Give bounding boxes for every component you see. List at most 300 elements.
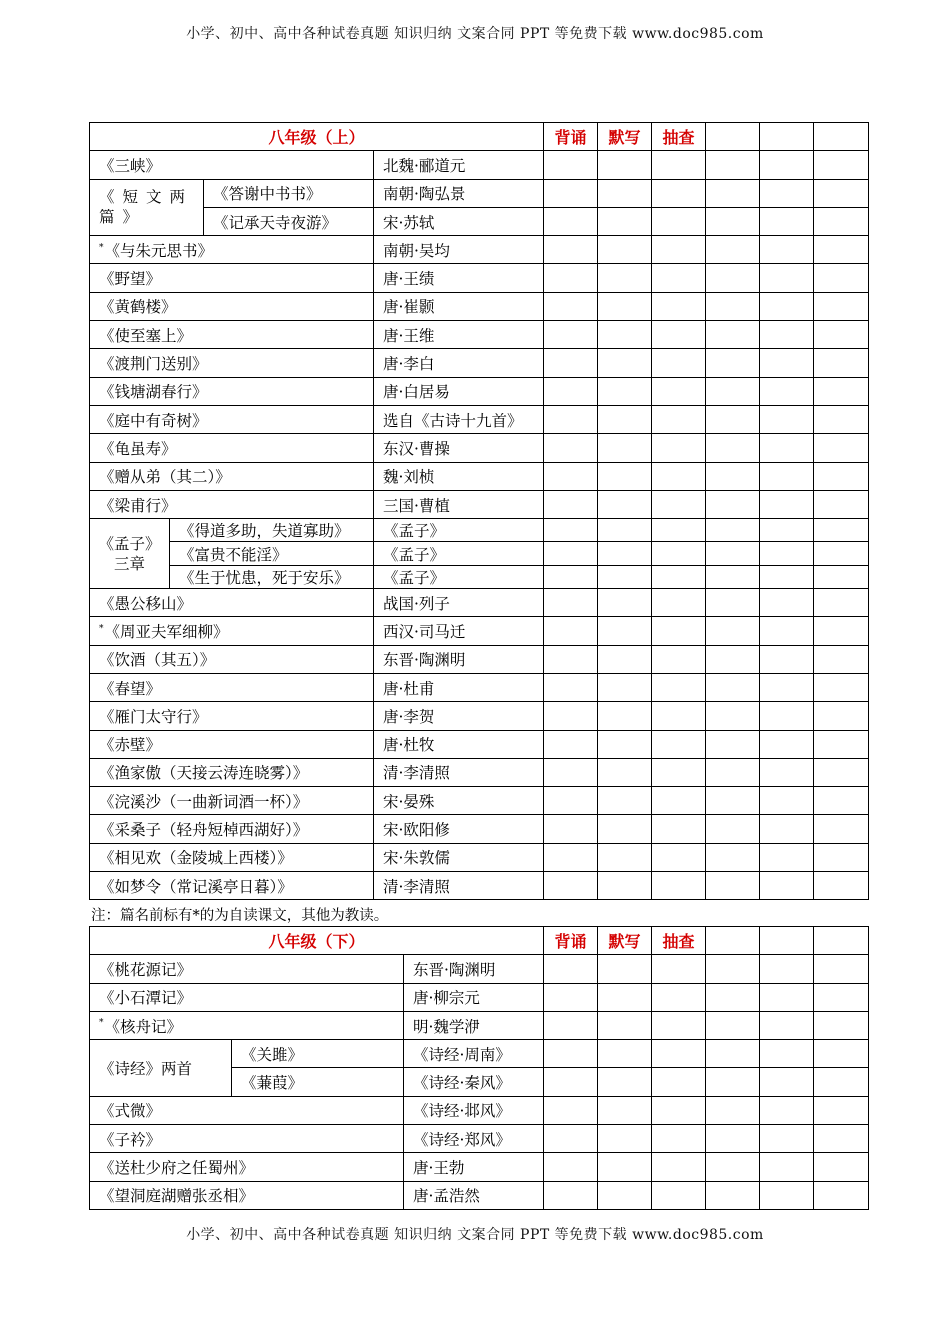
text-title: 《如梦令（常记溪亭日暮）》	[90, 872, 374, 900]
record-cell[interactable]	[760, 617, 814, 645]
record-cell[interactable]	[652, 542, 706, 565]
record-cell[interactable]	[760, 927, 814, 955]
record-cell[interactable]	[652, 377, 706, 405]
record-cell[interactable]	[544, 236, 598, 264]
record-cell[interactable]	[760, 758, 814, 786]
record-cell[interactable]	[544, 1040, 598, 1068]
record-cell[interactable]	[544, 589, 598, 617]
record-cell[interactable]	[544, 207, 598, 235]
text-author: 唐·白居易	[374, 377, 544, 405]
record-cell[interactable]	[652, 179, 706, 207]
text-author: 《孟子》	[374, 565, 544, 588]
record-cell[interactable]	[760, 377, 814, 405]
text-title: 《核舟记》	[104, 1017, 183, 1036]
record-cell[interactable]	[706, 123, 760, 151]
text-author: 魏·刘桢	[374, 462, 544, 490]
record-cell[interactable]	[760, 673, 814, 701]
table-title: 八年级（上）	[90, 123, 544, 151]
record-cell[interactable]	[814, 123, 869, 151]
record-cell[interactable]	[814, 542, 869, 565]
record-cell[interactable]	[598, 542, 652, 565]
text-title: 《答谢中书书》	[204, 179, 374, 207]
record-cell[interactable]	[544, 872, 598, 900]
record-cell[interactable]	[598, 321, 652, 349]
record-cell[interactable]	[544, 292, 598, 320]
record-cell[interactable]	[598, 787, 652, 815]
record-cell[interactable]	[706, 405, 760, 433]
record-cell[interactable]	[760, 236, 814, 264]
record-cell[interactable]	[598, 1181, 652, 1209]
text-title: 《桃花源记》	[90, 955, 404, 983]
record-cell[interactable]	[544, 983, 598, 1011]
record-cell[interactable]	[544, 787, 598, 815]
record-cell[interactable]	[544, 1068, 598, 1096]
record-cell[interactable]	[814, 151, 869, 179]
record-cell[interactable]	[760, 207, 814, 235]
record-cell[interactable]	[760, 349, 814, 377]
record-cell[interactable]	[652, 1153, 706, 1181]
record-cell[interactable]	[706, 1125, 760, 1153]
record-cell[interactable]	[760, 1096, 814, 1124]
text-author: 宋·苏轼	[374, 207, 544, 235]
text-author: 东晋·陶渊明	[404, 955, 544, 983]
record-cell[interactable]	[598, 349, 652, 377]
text-title: 《富贵不能淫》	[170, 542, 374, 565]
table-row	[90, 617, 869, 645]
record-cell[interactable]	[706, 843, 760, 871]
table-row	[90, 843, 869, 871]
record-cell[interactable]	[544, 758, 598, 786]
record-cell[interactable]	[760, 123, 814, 151]
text-title: 《式微》	[90, 1096, 404, 1124]
table-row	[90, 519, 869, 542]
record-cell[interactable]	[544, 264, 598, 292]
record-cell[interactable]	[598, 1125, 652, 1153]
record-cell[interactable]	[544, 702, 598, 730]
record-cell[interactable]	[544, 490, 598, 518]
record-cell[interactable]	[706, 589, 760, 617]
record-cell[interactable]	[814, 927, 869, 955]
record-cell[interactable]	[598, 645, 652, 673]
record-cell[interactable]	[544, 542, 598, 565]
record-cell[interactable]	[652, 434, 706, 462]
record-cell[interactable]	[706, 730, 760, 758]
record-cell[interactable]	[706, 673, 760, 701]
record-cell[interactable]	[706, 617, 760, 645]
text-title: 《生于忧患，死于安乐》	[170, 565, 374, 588]
text-author: 清·李清照	[374, 872, 544, 900]
grade8-second-term-table	[89, 926, 869, 1210]
record-cell[interactable]	[814, 292, 869, 320]
text-author: 唐·李白	[374, 349, 544, 377]
table-row	[90, 673, 869, 701]
record-cell[interactable]	[706, 321, 760, 349]
record-cell[interactable]	[544, 179, 598, 207]
record-cell[interactable]	[814, 815, 869, 843]
record-cell[interactable]	[814, 983, 869, 1011]
record-cell[interactable]	[544, 321, 598, 349]
record-cell[interactable]	[706, 264, 760, 292]
record-cell[interactable]	[544, 673, 598, 701]
record-cell[interactable]	[706, 872, 760, 900]
record-cell[interactable]	[814, 236, 869, 264]
record-cell[interactable]	[814, 565, 869, 588]
record-cell[interactable]	[814, 207, 869, 235]
text-title: 《赤壁》	[90, 730, 374, 758]
record-cell[interactable]	[652, 589, 706, 617]
text-author: 北魏·郦道元	[374, 151, 544, 179]
record-cell[interactable]	[706, 519, 760, 542]
record-cell[interactable]	[706, 151, 760, 179]
record-cell[interactable]	[706, 207, 760, 235]
record-cell[interactable]	[598, 702, 652, 730]
record-cell[interactable]	[544, 434, 598, 462]
text-author: 唐·王勃	[404, 1153, 544, 1181]
record-cell[interactable]	[814, 730, 869, 758]
record-cell[interactable]	[598, 730, 652, 758]
text-title: 《周亚夫军细柳》	[104, 622, 229, 641]
record-cell[interactable]	[706, 955, 760, 983]
record-cell[interactable]	[598, 292, 652, 320]
text-title: 《蒹葭》	[232, 1068, 404, 1096]
record-cell[interactable]	[706, 1068, 760, 1096]
record-cell[interactable]	[760, 292, 814, 320]
record-cell[interactable]	[652, 730, 706, 758]
group-duanwen-label: 《短文两篇》	[90, 179, 204, 236]
record-cell[interactable]	[652, 872, 706, 900]
record-cell[interactable]	[652, 815, 706, 843]
text-title: 《关雎》	[232, 1040, 404, 1068]
record-cell[interactable]	[706, 702, 760, 730]
table-row	[90, 730, 869, 758]
record-cell[interactable]	[598, 673, 652, 701]
text-title: 《与朱元思书》	[104, 241, 214, 260]
record-cell[interactable]	[598, 1040, 652, 1068]
col-check: 抽查	[652, 927, 706, 955]
record-cell[interactable]	[652, 151, 706, 179]
record-cell[interactable]	[544, 815, 598, 843]
record-cell[interactable]	[598, 405, 652, 433]
record-cell[interactable]	[814, 872, 869, 900]
table-row	[90, 645, 869, 673]
record-cell[interactable]	[760, 645, 814, 673]
record-cell[interactable]	[814, 758, 869, 786]
record-cell[interactable]	[760, 983, 814, 1011]
record-cell[interactable]	[814, 787, 869, 815]
record-cell[interactable]	[760, 872, 814, 900]
record-cell[interactable]	[706, 1011, 760, 1039]
record-cell[interactable]	[652, 236, 706, 264]
record-cell[interactable]	[652, 462, 706, 490]
record-cell[interactable]	[706, 758, 760, 786]
record-cell[interactable]	[706, 565, 760, 588]
table-row	[90, 349, 869, 377]
text-title: 《钱塘湖春行》	[90, 377, 374, 405]
record-cell[interactable]	[598, 434, 652, 462]
record-cell[interactable]	[814, 673, 869, 701]
record-cell[interactable]	[598, 617, 652, 645]
record-cell[interactable]	[760, 462, 814, 490]
record-cell[interactable]	[598, 565, 652, 588]
record-cell[interactable]	[544, 519, 598, 542]
record-cell[interactable]	[598, 815, 652, 843]
table-row	[90, 815, 869, 843]
record-cell[interactable]	[814, 1181, 869, 1209]
record-cell[interactable]	[544, 617, 598, 645]
group-mengzi-label: 《孟子》三章	[90, 519, 170, 589]
record-cell[interactable]	[814, 1040, 869, 1068]
record-cell[interactable]	[652, 1040, 706, 1068]
text-title: 《相见欢（金陵城上西楼）》	[90, 843, 374, 871]
record-cell[interactable]	[544, 1096, 598, 1124]
record-cell[interactable]	[598, 462, 652, 490]
record-cell[interactable]	[598, 758, 652, 786]
record-cell[interactable]	[544, 405, 598, 433]
record-cell[interactable]	[706, 645, 760, 673]
record-cell[interactable]	[706, 292, 760, 320]
record-cell[interactable]	[598, 236, 652, 264]
text-author: 南朝·吴均	[374, 236, 544, 264]
record-cell[interactable]	[598, 264, 652, 292]
table-row	[90, 1181, 869, 1209]
record-cell[interactable]	[760, 179, 814, 207]
record-cell[interactable]	[814, 519, 869, 542]
record-cell[interactable]	[544, 1181, 598, 1209]
self-study-marker: *	[99, 242, 104, 253]
record-cell[interactable]	[652, 787, 706, 815]
table-row	[90, 321, 869, 349]
text-title: 《雁门太守行》	[90, 702, 374, 730]
record-cell[interactable]	[652, 983, 706, 1011]
record-cell[interactable]	[760, 787, 814, 815]
text-author: 三国·曹植	[374, 490, 544, 518]
record-cell[interactable]	[706, 1153, 760, 1181]
record-cell[interactable]	[652, 1068, 706, 1096]
text-title: 《使至塞上》	[90, 321, 374, 349]
text-author: 《诗经·周南》	[404, 1040, 544, 1068]
record-cell[interactable]	[814, 349, 869, 377]
record-cell[interactable]	[652, 207, 706, 235]
record-cell[interactable]	[544, 462, 598, 490]
record-cell[interactable]	[652, 264, 706, 292]
record-cell[interactable]	[814, 264, 869, 292]
record-cell[interactable]	[598, 1011, 652, 1039]
record-cell[interactable]	[706, 983, 760, 1011]
record-cell[interactable]	[760, 1068, 814, 1096]
record-cell[interactable]	[544, 1125, 598, 1153]
record-cell[interactable]	[706, 1181, 760, 1209]
record-cell[interactable]	[760, 815, 814, 843]
record-cell[interactable]	[544, 1011, 598, 1039]
record-cell[interactable]	[706, 1040, 760, 1068]
record-cell[interactable]	[706, 179, 760, 207]
record-cell[interactable]	[760, 565, 814, 588]
record-cell[interactable]	[544, 1153, 598, 1181]
record-cell[interactable]	[652, 565, 706, 588]
record-cell[interactable]	[814, 843, 869, 871]
text-title: 《采桑子（轻舟短棹西湖好）》	[90, 815, 374, 843]
record-cell[interactable]	[760, 264, 814, 292]
record-cell[interactable]	[652, 758, 706, 786]
record-cell[interactable]	[706, 349, 760, 377]
text-author: 《诗经·秦风》	[404, 1068, 544, 1096]
text-title: 《渔家傲（天接云涛连晓雾）》	[90, 758, 374, 786]
record-cell[interactable]	[544, 955, 598, 983]
record-cell[interactable]	[598, 843, 652, 871]
record-cell[interactable]	[814, 1068, 869, 1096]
record-cell[interactable]	[598, 589, 652, 617]
table-row	[90, 1125, 869, 1153]
record-cell[interactable]	[706, 927, 760, 955]
record-cell[interactable]	[706, 462, 760, 490]
record-cell[interactable]	[760, 542, 814, 565]
record-cell[interactable]	[652, 490, 706, 518]
record-cell[interactable]	[706, 236, 760, 264]
record-cell[interactable]	[652, 1096, 706, 1124]
record-cell[interactable]	[598, 1096, 652, 1124]
record-cell[interactable]	[652, 1181, 706, 1209]
record-cell[interactable]	[598, 872, 652, 900]
record-cell[interactable]	[652, 955, 706, 983]
record-cell[interactable]	[760, 843, 814, 871]
record-cell[interactable]	[814, 434, 869, 462]
record-cell[interactable]	[652, 843, 706, 871]
record-cell[interactable]	[598, 519, 652, 542]
col-recite: 背诵	[544, 927, 598, 955]
text-author: 南朝·陶弘景	[374, 179, 544, 207]
record-cell[interactable]	[706, 542, 760, 565]
record-cell[interactable]	[598, 377, 652, 405]
record-cell[interactable]	[706, 434, 760, 462]
record-cell[interactable]	[706, 1096, 760, 1124]
record-cell[interactable]	[814, 1125, 869, 1153]
record-cell[interactable]	[760, 730, 814, 758]
text-title: 《子衿》	[90, 1125, 404, 1153]
text-title: 《送杜少府之任蜀州》	[90, 1153, 404, 1181]
record-cell[interactable]	[652, 673, 706, 701]
record-cell[interactable]	[814, 179, 869, 207]
table-row	[90, 702, 869, 730]
record-cell[interactable]	[760, 321, 814, 349]
record-cell[interactable]	[544, 565, 598, 588]
record-cell[interactable]	[814, 955, 869, 983]
record-cell[interactable]	[760, 151, 814, 179]
record-cell[interactable]	[814, 1096, 869, 1124]
record-cell[interactable]	[544, 349, 598, 377]
record-cell[interactable]	[760, 405, 814, 433]
record-cell[interactable]	[652, 1011, 706, 1039]
record-cell[interactable]	[760, 490, 814, 518]
record-cell[interactable]	[814, 645, 869, 673]
text-title: 《梁甫行》	[90, 490, 374, 518]
table-header-row	[90, 123, 869, 151]
record-cell[interactable]	[598, 490, 652, 518]
text-title: 《小石潭记》	[90, 983, 404, 1011]
record-cell[interactable]	[598, 179, 652, 207]
record-cell[interactable]	[814, 321, 869, 349]
record-cell[interactable]	[814, 405, 869, 433]
record-cell[interactable]	[814, 617, 869, 645]
record-cell[interactable]	[652, 645, 706, 673]
page-footer: 小学、初中、高中各种试卷真题 知识归纳 文案合同 PPT 等免费下载 www.doc985.com	[186, 1227, 764, 1243]
record-cell[interactable]	[760, 955, 814, 983]
record-cell[interactable]	[814, 377, 869, 405]
record-cell[interactable]	[652, 617, 706, 645]
record-cell[interactable]	[544, 151, 598, 179]
text-author: 唐·柳宗元	[404, 983, 544, 1011]
record-cell[interactable]	[814, 702, 869, 730]
record-cell[interactable]	[598, 207, 652, 235]
table-row	[90, 1040, 869, 1068]
record-cell[interactable]	[652, 292, 706, 320]
text-title: 《饮酒（其五）》	[90, 645, 374, 673]
text-author: 唐·李贺	[374, 702, 544, 730]
text-author: 《诗经·郑风》	[404, 1125, 544, 1153]
record-cell[interactable]	[760, 519, 814, 542]
record-cell[interactable]	[760, 1181, 814, 1209]
record-cell[interactable]	[544, 843, 598, 871]
record-cell[interactable]	[760, 702, 814, 730]
text-author: 西汉·司马迁	[374, 617, 544, 645]
text-author: 清·李清照	[374, 758, 544, 786]
record-cell[interactable]	[760, 434, 814, 462]
table-row	[90, 872, 869, 900]
record-cell[interactable]	[706, 815, 760, 843]
record-cell[interactable]	[598, 955, 652, 983]
text-title: 《愚公移山》	[90, 589, 374, 617]
record-cell[interactable]	[814, 490, 869, 518]
table-row	[90, 758, 869, 786]
record-cell[interactable]	[706, 490, 760, 518]
record-cell[interactable]	[598, 983, 652, 1011]
record-cell[interactable]	[598, 151, 652, 179]
record-cell[interactable]	[760, 1125, 814, 1153]
record-cell[interactable]	[814, 462, 869, 490]
table-row	[90, 542, 869, 565]
table-row	[90, 236, 869, 264]
record-cell[interactable]	[652, 321, 706, 349]
text-title: 《黄鹤楼》	[90, 292, 374, 320]
record-cell[interactable]	[706, 787, 760, 815]
record-cell[interactable]	[652, 702, 706, 730]
record-cell[interactable]	[598, 1068, 652, 1096]
record-cell[interactable]	[652, 1125, 706, 1153]
text-title: 《春望》	[90, 673, 374, 701]
record-cell[interactable]	[652, 519, 706, 542]
record-cell[interactable]	[544, 730, 598, 758]
record-cell[interactable]	[760, 1011, 814, 1039]
record-cell[interactable]	[760, 589, 814, 617]
text-title: 《渡荆门送别》	[90, 349, 374, 377]
text-author: 唐·杜甫	[374, 673, 544, 701]
record-cell[interactable]	[760, 1040, 814, 1068]
record-cell[interactable]	[652, 349, 706, 377]
record-cell[interactable]	[760, 1153, 814, 1181]
record-cell[interactable]	[814, 1011, 869, 1039]
table-row	[90, 264, 869, 292]
record-cell[interactable]	[598, 1153, 652, 1181]
table-row	[90, 207, 869, 235]
record-cell[interactable]	[652, 405, 706, 433]
text-author: 东汉·曹操	[374, 434, 544, 462]
record-cell[interactable]	[814, 589, 869, 617]
table-row	[90, 405, 869, 433]
self-study-marker: *	[99, 623, 104, 634]
record-cell[interactable]	[706, 377, 760, 405]
record-cell[interactable]	[544, 377, 598, 405]
record-cell[interactable]	[544, 645, 598, 673]
record-cell[interactable]	[814, 1153, 869, 1181]
